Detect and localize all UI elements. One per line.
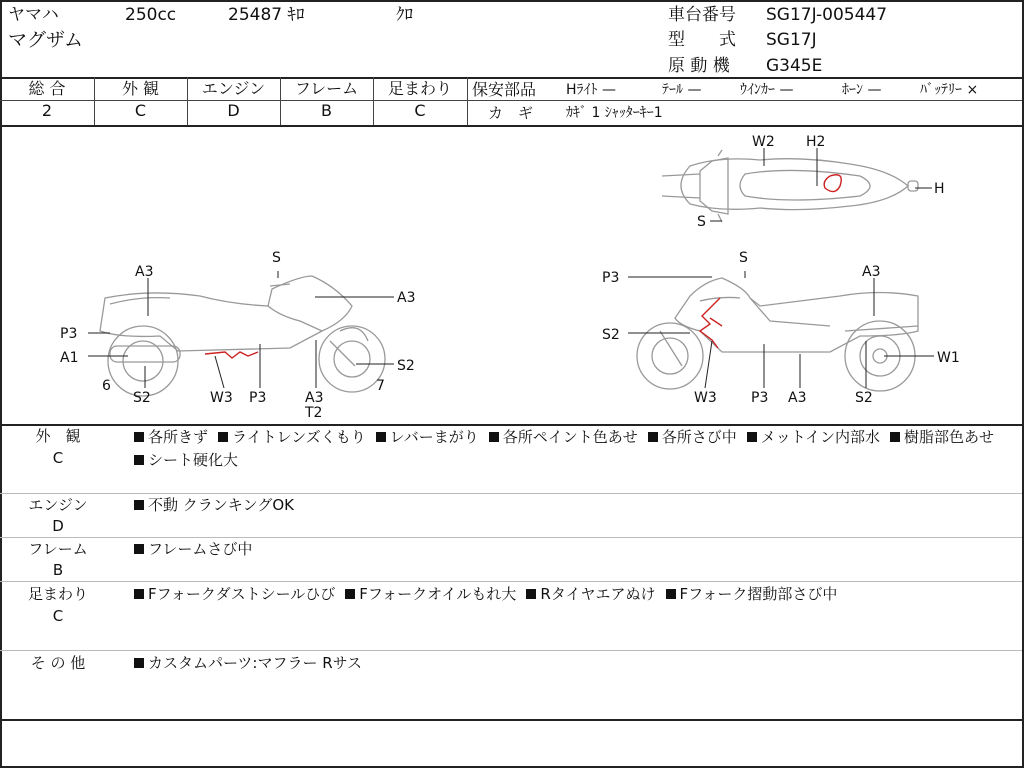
- left-leader-lines: [88, 271, 394, 388]
- right-label-s2-bottom: S2: [855, 390, 873, 406]
- left-damage-marks: [205, 352, 258, 358]
- right-label-w1: W1: [937, 350, 960, 366]
- bullet-square-icon: [134, 455, 144, 465]
- detail-engine-items: [134, 494, 1014, 517]
- grade-suspension-label: 足まわり: [387, 79, 452, 98]
- detail-item: ライトレンズくもり: [218, 428, 366, 446]
- left-label-p3-bottom: P3: [249, 390, 267, 406]
- right-label-w3: W3: [694, 390, 717, 406]
- detail-item: カスタムパーツ:マフラー Rサス: [134, 654, 362, 672]
- bullet-square-icon: [218, 432, 228, 442]
- engine-value: G345E: [766, 56, 823, 76]
- bullet-square-icon: [134, 544, 144, 554]
- right-label-a3: A3: [862, 264, 881, 280]
- detail-exterior-grade: C: [52, 449, 64, 467]
- displacement: 250cc: [125, 5, 177, 25]
- detail-item: 各所ペイント色あせ: [489, 428, 638, 446]
- parts-battery: ﾊﾞｯﾃﾘｰ ×: [920, 82, 979, 98]
- mileage: 25487 ｷﾛ: [228, 5, 305, 25]
- left-label-a3-top: A3: [135, 264, 154, 280]
- top-label-h: H: [934, 181, 945, 197]
- grade-engine-value: D: [227, 101, 240, 120]
- left-label-w3: W3: [210, 390, 233, 406]
- grade-total-label: 総 合: [28, 79, 66, 98]
- bullet-square-icon: [376, 432, 386, 442]
- right-label-p3-bottom: P3: [751, 390, 769, 406]
- left-label-6: 6: [102, 378, 111, 394]
- top-label-h2: H2: [806, 134, 826, 150]
- details-line-4: [0, 650, 1022, 651]
- grade-engine-label: エンジン: [201, 79, 266, 98]
- left-label-7: 7: [376, 378, 385, 394]
- right-labels: [602, 250, 960, 406]
- top-view: [662, 150, 918, 222]
- key-label: カ ギ: [488, 104, 534, 122]
- grade-col-line-5: [467, 77, 468, 125]
- right-label-s2-left: S2: [602, 327, 620, 343]
- bullet-square-icon: [134, 589, 144, 599]
- detail-item: 各所きず: [134, 428, 208, 446]
- frame-number: SG17J-005447: [766, 5, 888, 25]
- detail-item: 樹脂部色あせ: [890, 428, 994, 446]
- detail-item: Fフォークダストシールひび: [134, 585, 335, 603]
- detail-suspension-label: 足まわり: [27, 585, 88, 603]
- right-label-p3: P3: [602, 270, 620, 286]
- parts-row-mid-line: [467, 100, 1022, 101]
- left-label-s2-right: S2: [397, 358, 415, 374]
- grade-exterior-label: 外 観: [121, 79, 160, 98]
- top-labels: [697, 134, 945, 230]
- detail-item: シート硬化大: [134, 451, 238, 469]
- detail-suspension-items: [134, 583, 1014, 606]
- detail-item: メットイン内部水: [747, 428, 880, 446]
- detail-frame-grade: B: [52, 561, 64, 579]
- color: ｸﾛ: [396, 5, 413, 25]
- type-value: SG17J: [766, 30, 817, 50]
- right-damage-marks: [700, 298, 722, 348]
- key-value: ｶｷﾞ 1 ｼｬｯﾀｰｷｰ1: [566, 105, 663, 121]
- bullet-square-icon: [747, 432, 757, 442]
- damage-diagram: [0, 126, 1024, 424]
- bullet-square-icon: [648, 432, 658, 442]
- grade-exterior-value: C: [134, 101, 147, 120]
- detail-engine-grade: D: [52, 517, 64, 535]
- model-name: マグザム: [8, 29, 84, 51]
- detail-item: レバーまがり: [376, 428, 479, 446]
- detail-item: 不動 クランキングOK: [134, 496, 294, 514]
- parts-horn: ﾎｰﾝ —: [842, 82, 882, 98]
- frame-number-label: 車台番号: [668, 5, 736, 25]
- top-label-s: S: [697, 214, 706, 230]
- bullet-square-icon: [526, 589, 536, 599]
- right-label-s: S: [739, 250, 748, 266]
- details-line-3: [0, 581, 1022, 582]
- safety-parts-label: 保安部品: [472, 80, 537, 99]
- bullet-square-icon: [134, 500, 144, 510]
- grade-suspension-value: C: [414, 101, 426, 120]
- detail-frame-items: [134, 538, 1014, 561]
- parts-headlight: Hﾗｲﾄ —: [566, 82, 616, 98]
- left-label-a3-right: A3: [397, 290, 416, 306]
- detail-exterior-items: [134, 426, 1014, 472]
- bullet-square-icon: [134, 658, 144, 668]
- detail-item: Fフォークオイルもれ大: [345, 585, 516, 603]
- detail-other-label: そ の 他: [30, 654, 86, 672]
- detail-suspension-grade: C: [52, 607, 64, 625]
- detail-item: Fフォーク摺動部さび中: [666, 585, 838, 603]
- bullet-square-icon: [134, 432, 144, 442]
- detail-exterior-label: 外 観: [35, 427, 81, 445]
- detail-item: Rタイヤエアぬけ: [526, 585, 655, 603]
- maker: ヤマハ: [8, 5, 59, 25]
- type-label: 型 式: [668, 30, 736, 50]
- left-label-s2-bottom: S2: [133, 390, 151, 406]
- left-label-a1: A1: [60, 350, 79, 366]
- top-label-w2: W2: [752, 134, 775, 150]
- engine-label: 原 動 機: [668, 56, 730, 76]
- parts-winker: ｳｲﾝｶｰ —: [740, 82, 794, 98]
- detail-item: 各所さび中: [648, 428, 737, 446]
- bullet-square-icon: [345, 589, 355, 599]
- parts-taillight: ﾃｰﾙ —: [662, 82, 702, 98]
- detail-item: フレームさび中: [134, 540, 252, 558]
- details-bottom-line: [0, 719, 1022, 721]
- left-labels: [60, 250, 415, 421]
- detail-frame-label: フレーム: [28, 540, 88, 558]
- left-label-a3-bottom: A3: [305, 390, 324, 406]
- top-damage-marks: [824, 175, 841, 192]
- left-label-s: S: [272, 250, 281, 266]
- right-label-a3-bottom: A3: [788, 390, 807, 406]
- bullet-square-icon: [666, 589, 676, 599]
- bullet-square-icon: [890, 432, 900, 442]
- right-leader-lines: [628, 271, 934, 388]
- left-label-p3: P3: [60, 326, 78, 342]
- left-side-view: [100, 276, 385, 396]
- right-side-view: [637, 278, 918, 391]
- grade-total-value: 2: [41, 101, 53, 120]
- grade-frame-value: B: [321, 101, 332, 120]
- left-label-t2: T2: [305, 405, 323, 421]
- bullet-square-icon: [489, 432, 499, 442]
- grade-frame-label: フレーム: [294, 79, 359, 98]
- detail-engine-label: エンジン: [28, 496, 88, 514]
- detail-other-items: [134, 652, 1014, 675]
